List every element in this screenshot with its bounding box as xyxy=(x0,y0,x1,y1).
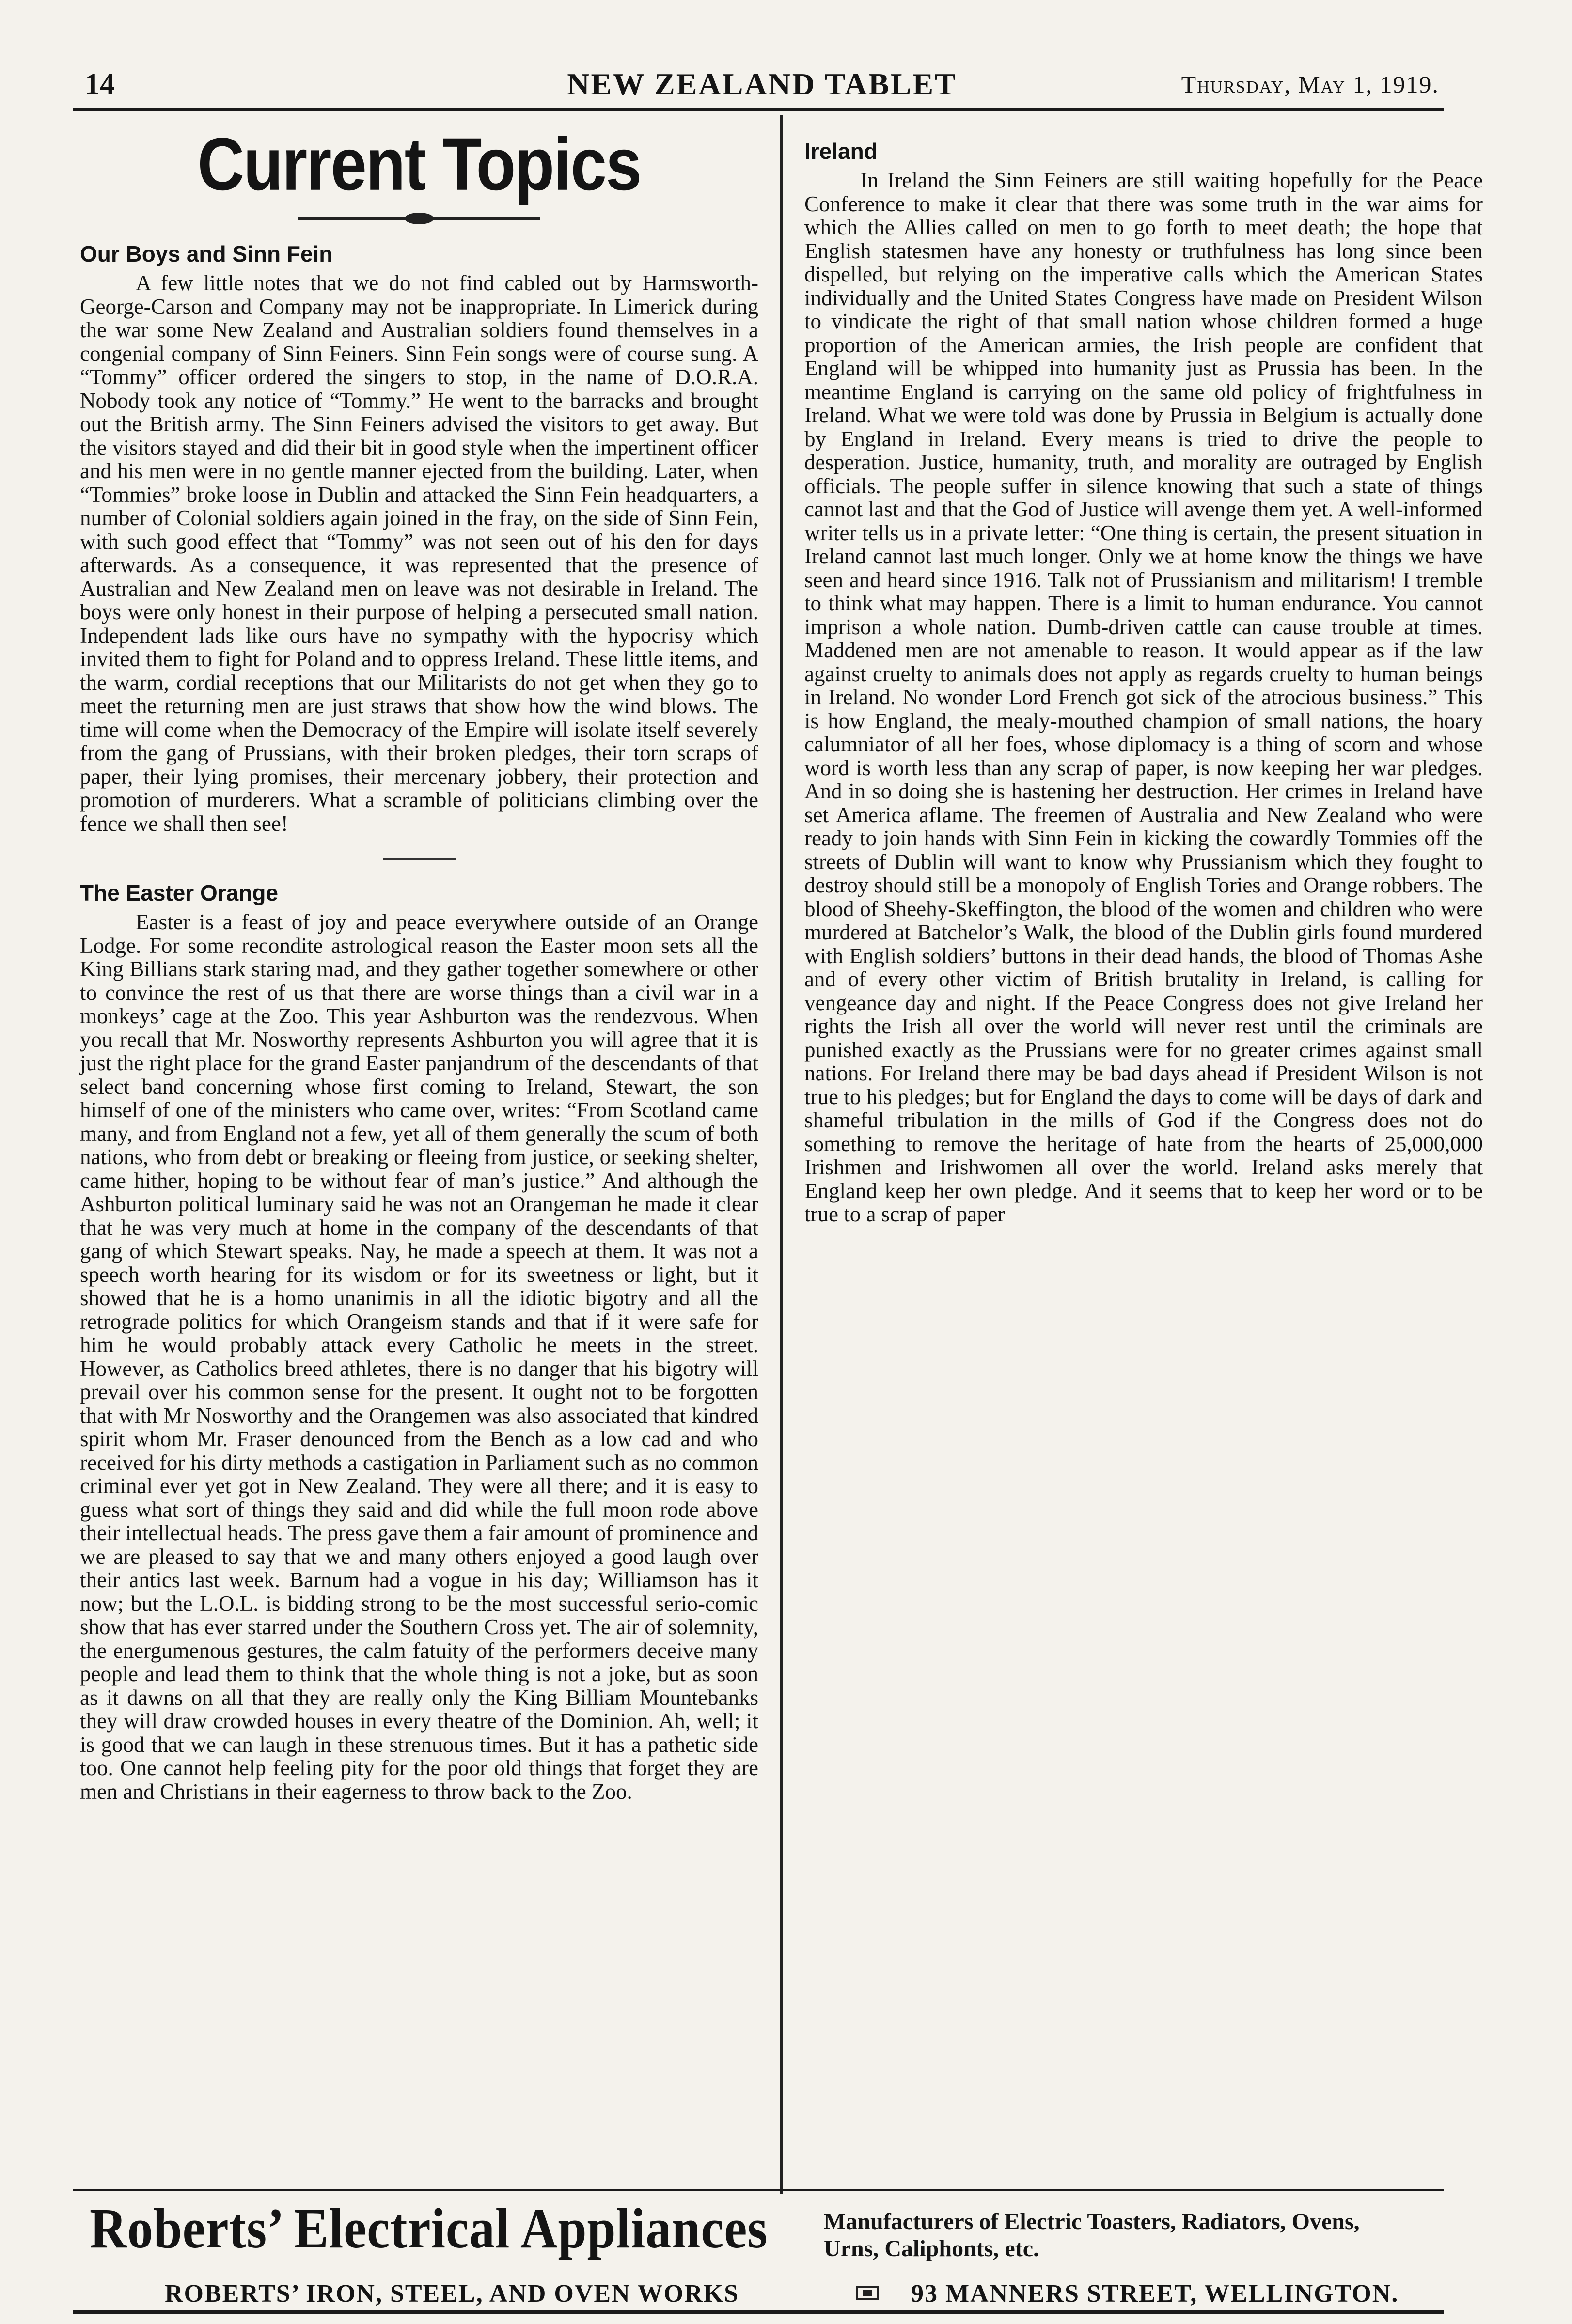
advert-works: ROBERTS’ IRON, STEEL, AND OVEN WORKS xyxy=(165,2280,739,2308)
advert-description-line: Manufacturers of Electric Toasters, Radiators, Ovens, xyxy=(824,2209,1360,2234)
page-header xyxy=(85,65,1439,103)
advert-top-rule xyxy=(73,2189,1444,2191)
advert-name: Roberts’ Electrical Appliances xyxy=(90,2197,768,2260)
page-bottom-rule xyxy=(73,2310,1444,2314)
column-left xyxy=(80,123,758,1804)
page-title: Current Topics xyxy=(197,123,641,206)
issue-date: Thursday, May 1, 1919. xyxy=(1181,71,1439,98)
article-paragraph: Easter is a feast of joy and peace everywhere outside of an Orange Lodge. For some recondite astrological reason the Easter moon sets all the King Billians stark staring mad, and they gather together somewhere or other to convince the rest of us that there are worse things than a civil war in a monkeys’ cage at the Zoo. This year Ashburton was the rendezvous. When you recall that Mr. Nosworthy represents Ashburton you will agree that it is just the right place for the grand Easter panjandrum of the descendants of that select band concerning whose first coming to Ireland, Stewart, the son himself of one of the ministers who came over, writes: “From Scotland came many, and from England not a few, yet all of them generally the scum of both nations, who from debt or breaking or fleeing from justice, or seeking shelter, came hither, hoping to be without fear of man’s justice.” And although the Ashburton political luminary said he was not an Orangeman he made it clear that he was very much at home in the company of the descendants of that gang of which Stewart speaks. Nay, he made a speech at them. It was not a speech worth hearing for its wisdom or for its sweetness or light, but it showed that he is a homo unanimis in all the idiotic bigotry and all the retrograde politics for which Orangeism stands and that if it were safe for him he would probably attack every Catholic he meets in the street. However, as Catholics breed athletes, there is no danger that his bigotry will prevail over his common sense for the present. It ought not to be forgotten that with Mr Nosworthy and the Orangemen was also associated that kindred spirit whom Mr. Fraser denounced from the Bench as a low cad and who received for his dirty methods a castigation in Parliament such as no common criminal ever yet got in New Zealand. They were all there; and it is easy to guess what sort of things they said and did while the full moon rode above their intellectual heads. The press gave them a fair amount of prominence and we are pleased to say that we and many others enjoyed a good laugh over their antics last week. Barnum had a vogue in his day; Williamson has it now; but the L.O.L. is bidding strong to be the most successful serio-comic show that has ever starred under the Southern Cross yet. The air of solemnity, the energumenous gestures, the calm fatuity of the performers deceive many people and lead them to think that the whole thing is not a joke, but as soon as it dawns on all that they are really only the King Billiam Mountebanks they will draw crowded houses in every theatre of the Dominion. Ah, well; it is good that we can laugh in these strenuous times. But it has a pathetic side too. One cannot help feeling pity for the poor old things that forget they are men and Christians in their eagerness to throw back to the Zoo. xyxy=(80,910,758,1804)
page-number: 14 xyxy=(85,68,115,101)
section-separator xyxy=(383,858,456,860)
title-ornament xyxy=(298,217,540,220)
printer-ornament-icon xyxy=(855,2283,880,2303)
column-right xyxy=(804,131,1483,1226)
article-paragraph: In Ireland the Sinn Feiners are still waiting hopefully for the Peace Conference to make it clear that there was some truth in the war aims for which the Allies called on men to go forth to meet death; the hope that English statesmen have any honesty or truthfulness has long since been dispelled, but relying on the imperative calls which the American States individually and the United States Congress have made on President Wilson to vindicate the right of that small nation whose children formed a huge proportion of the American armies, the Irish people are confident that England will be whipped into humanity just as Prussia has been. In the meantime England is carrying on the same old policy of frightfulness in Ireland. What we were told was done by Prussia in Belgium is actually done by England in Ireland. Every means is tried to drive the people to desperation. Justice, humanity, truth, and morality are outraged by English officials. The people suffer in silence knowing that such a state of things cannot last and that the God of Justice will avenge them yet. A well-informed writer tells us in a private letter: “One thing is certain, the present situation in Ireland cannot last much longer. Only we at home know the things we have seen and heard since 1916. Talk not of Prussianism and militarism! I tremble to think what may happen. There is a limit to human endurance. You cannot imprison a whole nation. Dumb-driven cattle can cause trouble at times. Maddened men are not amenable to reason. It would appear as if the law against cruelty to animals does not apply as regards cruelty to human beings in Ireland. No wonder Lord French got sick of the atrocious business.” This is how England, the mealy-mouthed champion of small nations, the hoary calumniator of all her foes, whose diplomacy is a thing of scorn and whose word is worth less than any scrap of paper, is now keeping her war pledges. And in so doing she is hastening her destruction. Her crimes in Ireland have set America aflame. The freemen of Australia and New Zealand who were ready to join hands with Sinn Fein in kicking the cowardly Tommies off the streets of Dublin will want to know why Prussianism which they fought to destroy should still be a monopoly of English Tories and Orange robbers. The blood of Sheehy-Skeffington, the blood of the women and children who were murdered at Batchelor’s Walk, the blood of the Dublin girls found murdered with English soldiers’ buttons in their dead hands, the blood of Thomas Ashe and of every other victim of British brutality in Ireland, is calling for vengeance day and night. If the Peace Congress does not give Ireland her rights the Irish all over the world will never rest until the criminals are punished exactly as the Prussians were for no greater crimes against small nations. For Ireland there may be bad days ahead if President Wilson is not true to his pledges; but for England the days to come will be days of dark and shameful tribulation in the mills of God if the Congress does not do something to remove the heritage of hate from the hearts of 25,000,000 Irishmen and Irishwomen all over the world. Ireland asks merely that England keep her own pledge. And it seems that to keep her word or to be true to a scrap of paper xyxy=(804,168,1483,1226)
section-heading-our-boys: Our Boys and Sinn Fein xyxy=(80,241,333,266)
advert-description xyxy=(824,2208,1360,2262)
advert-description-line: Urns, Caliphonts, etc. xyxy=(824,2236,1039,2262)
section-heading-easter-orange: The Easter Orange xyxy=(80,880,279,905)
header-rule xyxy=(73,108,1444,111)
article-paragraph: A few little notes that we do not find cabled out by Harmsworth-George-Carson and Company may not be inappropriate. In Limerick during the war some New Zealand and Australian soldiers found themselves in a congenial company of Sinn Feiners. Sinn Fein songs were of course sung. A “Tommy” officer ordered the singers to stop, in the name of D.O.R.A. Nobody took any notice of “Tommy.” He went to the barracks and brought out the British army. The Sinn Feiners advised the visitors to get away. But the visitors stayed and did their bit in good style when the impertinent officer and his men were in no gentle manner ejected from the building. Later, when “Tommies” broke loose in Dublin and attacked the Sinn Fein headquarters, a number of Colonial soldiers again joined in the fray, on the side of Sinn Fein, with such good effect that “Tommy” was not seen out of his den for days afterwards. As a consequence, it was represented that the presence of Australian and New Zealand men on leave was not desirable in Ireland. The boys were only honest in their purpose of helping a persecuted small nation. Independent lads like ours have no sympathy with the hypocrisy which invited them to fight for Poland and to oppress Ireland. These little items, and the warm, cordial receptions that our Militarists do not get when they go to meet the returning men are just straws that show how the wind blows. The time will come when the Democracy of the Empire will isolate itself severely from the gang of Prussians, with their broken pledges, their torn scraps of paper, their lying promises, their mercenary jobbery, their protection and promotion of murderers. What a scramble of politicians climbing over the fence we shall then see! xyxy=(80,271,758,836)
section-heading-ireland: Ireland xyxy=(804,139,878,164)
column-divider xyxy=(780,115,783,2194)
advert-address: 93 MANNERS STREET, WELLINGTON. xyxy=(911,2280,1399,2308)
masthead: NEW ZEALAND TABLET xyxy=(567,67,957,101)
